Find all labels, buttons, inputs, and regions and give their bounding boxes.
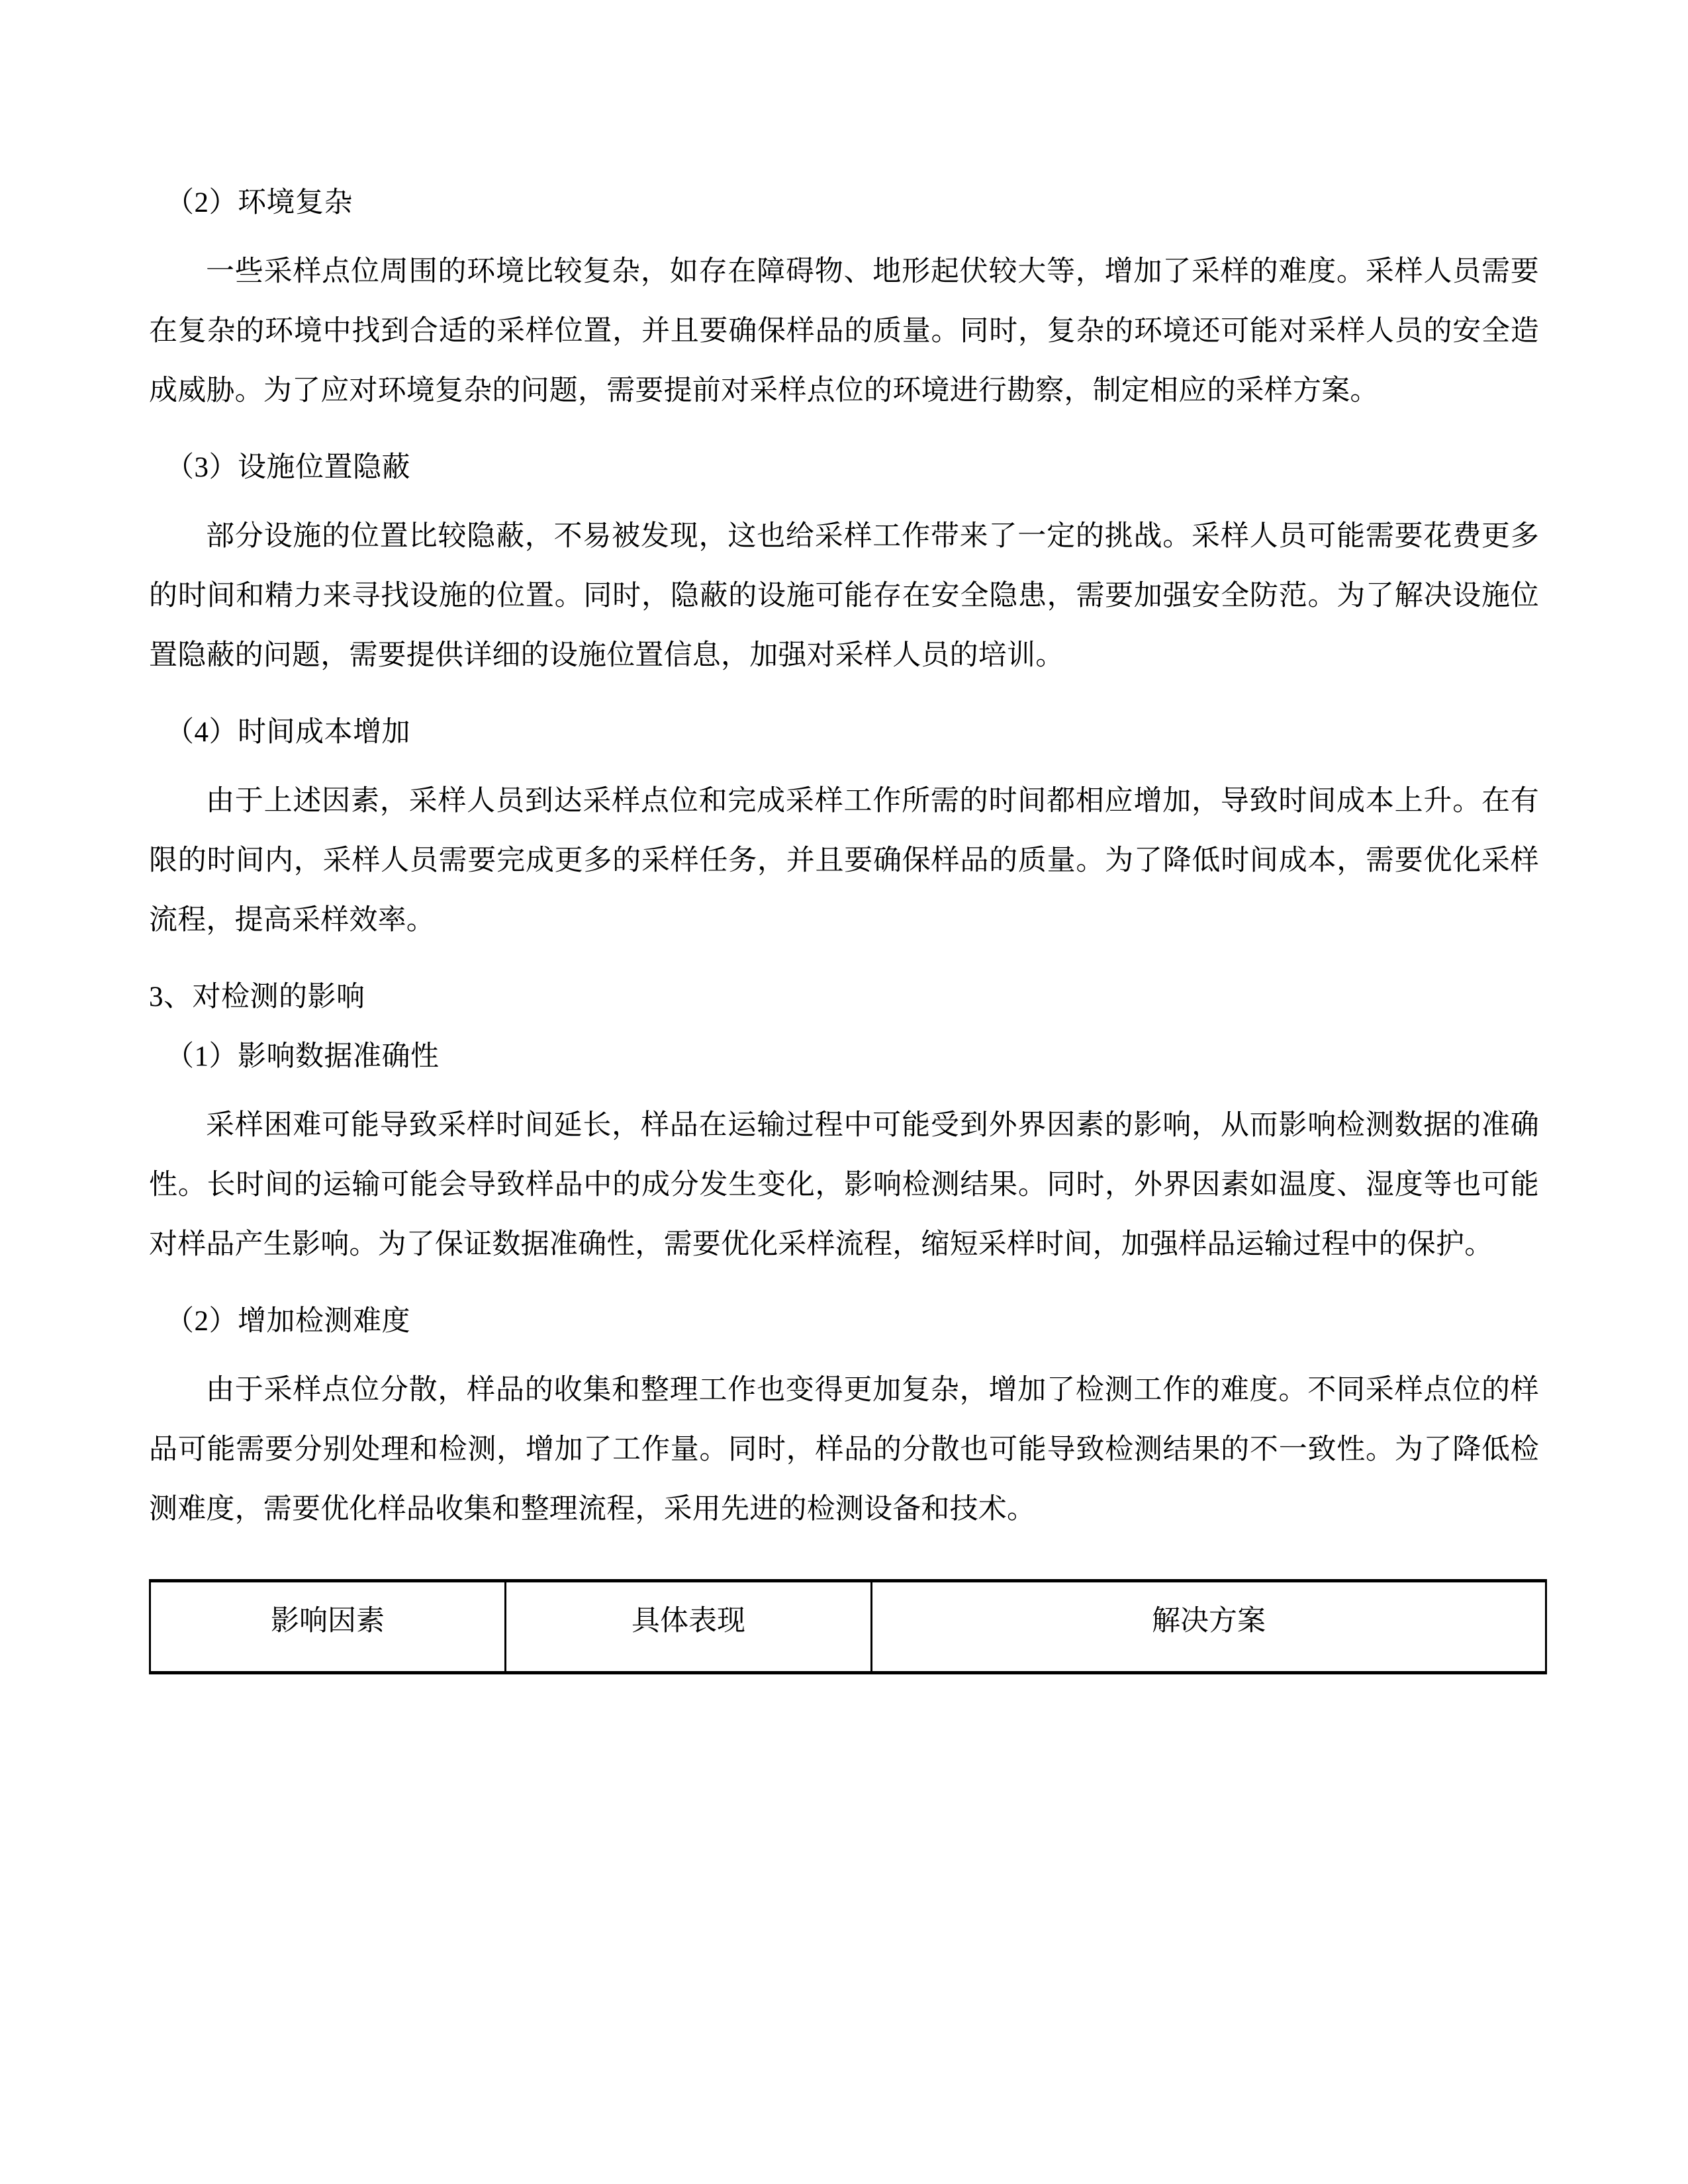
paragraph-environment-complex: 一些采样点位周围的环境比较复杂，如存在障碍物、地形起伏较大等，增加了采样的难度。采样人员需要在复杂的环境中找到合适的采样位置，并且要确保样品的质量。同时，复杂的环境还可能对采样人员的安全造成威胁。为了应对环境复杂的问题，需要提前对采样点位的环境进行勘察，制定相应的采样方案。 — [149, 256, 1539, 406]
spacer — [149, 1275, 1539, 1292]
heading-time-cost: （4）时间成本增加 — [165, 717, 410, 748]
spacer — [149, 1087, 1539, 1096]
spacer — [149, 762, 1539, 772]
heading-facility-hidden: （3）设施位置隐蔽 — [165, 452, 410, 483]
impact-factor-table — [149, 1579, 1547, 1674]
paragraph-data-accuracy: 采样困难可能导致采样时间延长，样品在运输过程中可能受到外界因素的影响，从而影响检测数据的准确性。长时间的运输可能会导致样品中的成分发生变化，影响检测结果。同时，外界因素如温度、湿度等也可能对样品产生影响。为了保证数据准确性，需要优化采样流程，缩短采样时间，加强样品运输过程中的保护。 — [149, 1110, 1539, 1260]
spacer — [149, 686, 1539, 703]
heading-testing-difficulty: （2）增加检测难度 — [165, 1306, 410, 1337]
spacer — [149, 421, 1539, 438]
document-body — [149, 173, 1539, 1674]
heading-data-accuracy: （1）影响数据准确性 — [165, 1041, 440, 1072]
table-container — [149, 1579, 1539, 1674]
table-header-cell-solution: 解决方案 — [872, 1581, 1546, 1673]
paragraph-facility-hidden: 部分设施的位置比较隐蔽，不易被发现，这也给采样工作带来了一定的挑战。采样人员可能需要花费更多的时间和精力来寻找设施的位置。同时，隐蔽的设施可能存在安全隐患，需要加强安全防范。为了解决设施位置隐蔽的问题，需要提供详细的设施位置信息，加强对采样人员的培训。 — [149, 521, 1539, 671]
table-header — [150, 1581, 1546, 1673]
paragraph-testing-difficulty: 由于采样点位分散，样品的收集和整理工作也变得更加复杂，增加了检测工作的难度。不同采样点位的样品可能需要分别处理和检测，增加了工作量。同时，样品的分散也可能导致检测结果的不一致性。为了降低检测难度，需要优化样品收集和整理流程，采用先进的检测设备和技术。 — [149, 1375, 1539, 1525]
table-header-cell-impact-factor: 影响因素 — [150, 1581, 506, 1673]
spacer — [149, 1351, 1539, 1361]
spacer — [149, 233, 1539, 242]
heading-environment-complex: （2）环境复杂 — [165, 187, 353, 218]
spacer — [149, 498, 1539, 507]
table-header-row — [150, 1581, 1546, 1673]
spacer — [149, 950, 1539, 968]
paragraph-time-cost: 由于上述因素，采样人员到达采样点位和完成采样工作所需的时间都相应增加，导致时间成本上升。在有限的时间内，采样人员需要完成更多的采样任务，并且要确保样品的质量。为了降低时间成本，需要优化采样流程，提高采样效率。 — [149, 786, 1539, 936]
table-header-cell-specific-manifestation: 具体表现 — [506, 1581, 872, 1673]
section-heading-impact-on-testing: 3、对检测的影响 — [149, 981, 365, 1013]
